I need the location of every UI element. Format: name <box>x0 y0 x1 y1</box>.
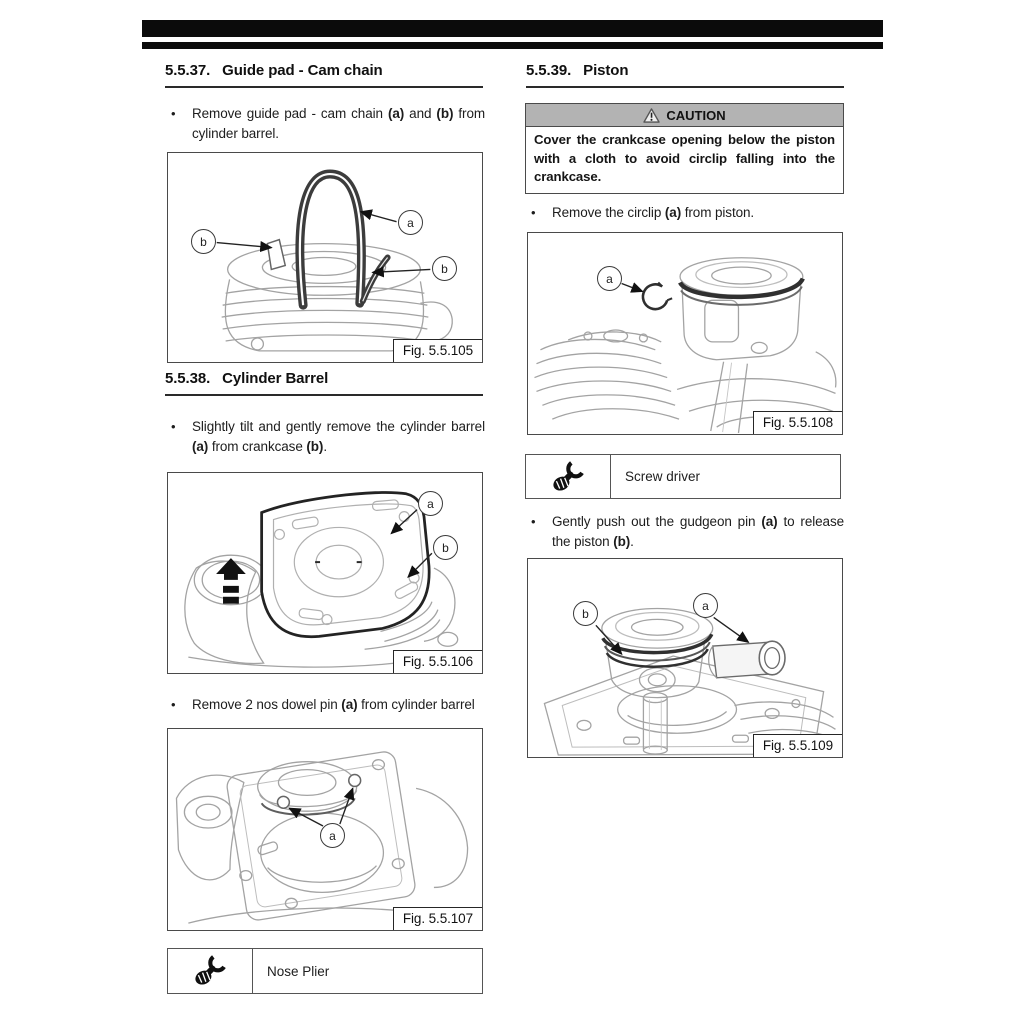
bullet-marker: • <box>171 419 176 434</box>
caution-text: Cover the crankcase opening below the piston with a cloth to avoid circlip falling into the crankcase. <box>534 132 835 184</box>
figure-label: Fig. 5.5.106 <box>393 650 482 673</box>
section-title: Guide pad - Cam chain <box>222 62 383 79</box>
callout-b: b <box>573 601 598 626</box>
wrench-hand-icon <box>526 455 611 498</box>
section-number: 5.5.37. <box>165 62 211 79</box>
cam-chain-guide-drawing <box>168 153 482 362</box>
callout-a: a <box>597 266 622 291</box>
callout-b: b <box>191 229 216 254</box>
header-rule-thick <box>142 20 883 37</box>
callout-a: a <box>693 593 718 618</box>
circlip-drawing <box>528 233 842 434</box>
bullet-remove-guide-pad <box>165 104 485 144</box>
section-number: 5.5.39. <box>526 62 572 79</box>
figure-circlip-removal <box>527 232 843 435</box>
bullet-marker: • <box>531 514 536 529</box>
section-title: Cylinder Barrel <box>222 370 329 387</box>
section-number: 5.5.38. <box>165 370 211 387</box>
bullet-text: Slightly tilt and gently remove the cylinder barrel (a) from crankcase (b). <box>192 419 485 454</box>
section-heading-piston <box>526 62 844 88</box>
bullet-marker: • <box>531 205 536 220</box>
tool-callout-screw-driver <box>525 454 841 499</box>
callout-a: a <box>320 823 345 848</box>
figure-label: Fig. 5.5.105 <box>393 339 482 362</box>
bullet-remove-circlip <box>525 203 844 223</box>
tool-name: Screw driver <box>625 469 701 484</box>
callout-a: a <box>418 491 443 516</box>
warning-triangle-icon <box>643 108 660 123</box>
bullet-marker: • <box>171 106 176 121</box>
bullet-text: Remove 2 nos dowel pin (a) from cylinder barrel <box>192 697 475 712</box>
wrench-hand-icon <box>168 949 253 993</box>
figure-cylinder-barrel-removal <box>167 472 483 674</box>
caution-box <box>525 103 844 194</box>
figure-label: Fig. 5.5.108 <box>753 411 842 434</box>
section-heading-guide-pad <box>165 62 483 88</box>
bullet-marker: • <box>171 697 176 712</box>
callout-a: a <box>398 210 423 235</box>
tool-callout-nose-plier <box>167 948 483 994</box>
lift-direction-arrow-icon <box>216 558 246 604</box>
section-title: Piston <box>583 62 629 79</box>
section-heading-cylinder-barrel <box>165 370 483 396</box>
bullet-text: Gently push out the gudgeon pin (a) to release the piston (b). <box>552 514 845 549</box>
figure-dowel-pin <box>167 728 483 931</box>
caution-header <box>526 104 843 127</box>
figure-cam-chain-guide <box>167 152 483 363</box>
bullet-push-gudgeon-pin <box>525 512 844 552</box>
gudgeon-pin-drawing <box>528 559 842 757</box>
tool-name: Nose Plier <box>267 963 330 979</box>
caution-title: CAUTION <box>666 107 726 123</box>
bullet-text: Remove the circlip (a) from piston. <box>552 205 755 220</box>
callout-b: b <box>432 256 457 281</box>
callout-b: b <box>433 535 458 560</box>
figure-gudgeon-pin <box>527 558 843 758</box>
header-rule-thin <box>142 42 883 49</box>
bullet-remove-dowel-pin <box>165 695 485 715</box>
bullet-text: Remove guide pad - cam chain (a) and (b) from cylinder barrel. <box>192 106 485 141</box>
figure-label: Fig. 5.5.109 <box>753 734 842 757</box>
figure-label: Fig. 5.5.107 <box>393 907 482 930</box>
bullet-remove-cylinder-barrel <box>165 417 485 457</box>
